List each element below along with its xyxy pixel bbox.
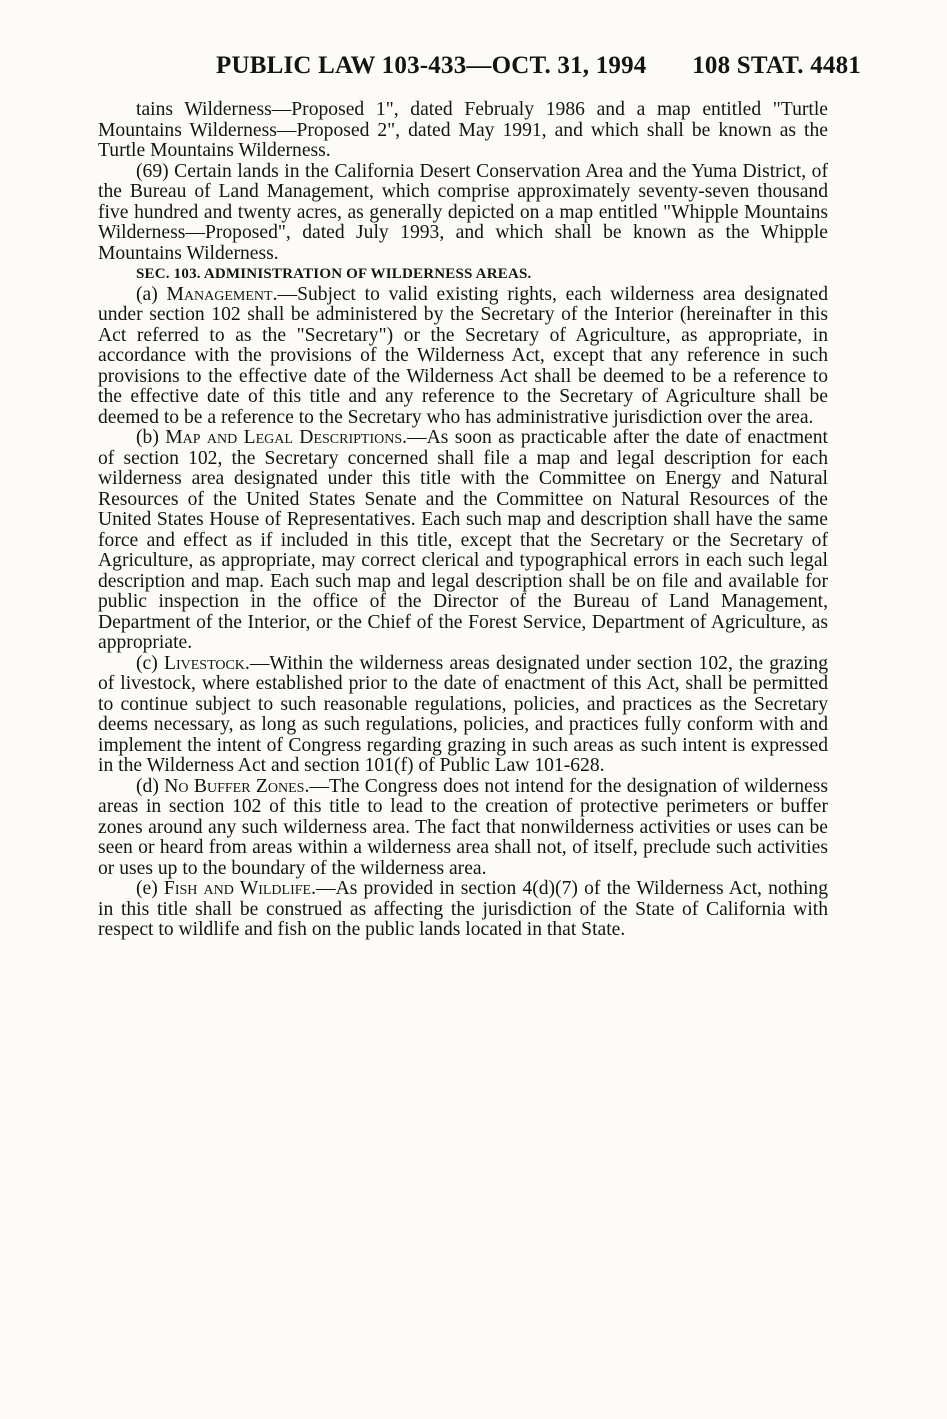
running-title: PUBLIC LAW 103-433—OCT. 31, 1994	[216, 52, 647, 79]
subsection-text: —The Congress does not intend for the designation of wilderness areas in section 102 of this title to lead to the creation of protective perimeters or buffer zones around any such wilderness area. The fact that nonwilderness activities or uses can be seen or heard from areas within a wilderness area shall not, of itself, preclude such activities or uses up to the boundary of the wilderness area.	[98, 775, 829, 879]
paragraph-turtle-mountains: tains Wilderness—Proposed 1", dated Februaly 1986 and a map entitled "Turtle Mountains Wilderness—Proposed 2", dated May 1991, and which shall be known as the Turtle Mountains Wilderness.	[98, 99, 828, 161]
subsection-text: —Subject to valid existing rights, each wilderness area designated under section 102 shall be administered by the Secretary of the Interior (hereinafter in this Act referred to as the "Secretary") or the Secretary of Agriculture, as appropriate, in accordance with the provisions of the Wilderness Act, except that any reference in such provisions to the effective date of the Wilderness Act shall be deemed to be a reference to the effective date of this title and any reference to the Secretary of Agriculture shall be deemed to be a reference to the Secretary who has administrative jurisdiction over the area.	[98, 283, 828, 428]
subsection-caption: No Buffer Zones.	[164, 775, 310, 797]
subsection-caption: Fish and Wildlife.	[163, 878, 316, 899]
subsection-a-management	[98, 285, 828, 429]
subsection-caption: Management.	[166, 283, 278, 305]
subsection-marker: (b)	[136, 427, 166, 448]
subsection-caption: Map and Legal Descriptions.	[165, 427, 408, 448]
subsection-d-no-buffer-zones	[98, 777, 828, 880]
paragraph-69-whipple-mountains: (69) Certain lands in the California Desert Conservation Area and the Yuma District, of the Bureau of Land Management, which comprise approximately seventy-seven thousand five hundred and twenty acres, as generally depicted on a map entitled "Whipple Mountains Wilderness—Proposed", dated July 1993, and which shall be known as the Whipple Mountains Wilderness.	[98, 160, 828, 264]
section-heading: SEC. 103. ADMINISTRATION OF WILDERNESS AREAS.	[136, 266, 532, 282]
document-body	[98, 100, 828, 941]
subsection-marker: (e)	[136, 878, 164, 899]
statutes-citation: 108 STAT. 4481	[692, 52, 861, 79]
subsection-text: —As provided in section 4(d)(7) of the Wilderness Act, nothing in this title shall be construed as affecting the jurisdiction of the State of California with respect to wildlife and fish on the public lands located in that State.	[98, 878, 828, 940]
subsection-caption: Livestock.	[163, 652, 250, 674]
subsection-e-fish-and-wildlife	[98, 879, 828, 941]
subsection-marker: (d)	[136, 775, 165, 797]
page-header	[0, 44, 947, 88]
subsection-b-map-and-legal-descriptions	[98, 428, 828, 654]
subsection-text: —Within the wilderness areas designated under section 102, the grazing of livestock, where established prior to the date of enactment of this Act, shall be permitted to continue subject to such reasonable regulations, policies, and practices as the Secretary deems necessary, as long as such regulations, policies, and practices fully conform with and implement the intent of Congress regarding grazing in such areas as such intent is expressed in the Wilderness Act and section 101(f) of Public Law 101-628.	[98, 652, 828, 776]
subsection-marker: (c)	[136, 652, 164, 674]
subsection-c-livestock	[98, 654, 828, 777]
subsection-marker: (a)	[136, 283, 167, 305]
subsection-text: —As soon as practicable after the date of enactment of section 102, the Secretary concerned shall file a map and legal description for each wilderness area designated under this title with the Committee on Energy and Natural Resources of the United States Senate and the Committee on Natural Resources of the United States House of Representatives. Each such map and description shall have the same force and effect as if included in this title, except that the Secretary or the Secretary of Agriculture, as appropriate, may correct clerical and typographical errors in each such legal description and map. Each such map and legal description shall be on file and available for public inspection in the office of the Director of the Bureau of Land Management, Department of the Interior, or the Chief of the Forest Service, Department of Agriculture, as appropriate.	[98, 427, 828, 653]
